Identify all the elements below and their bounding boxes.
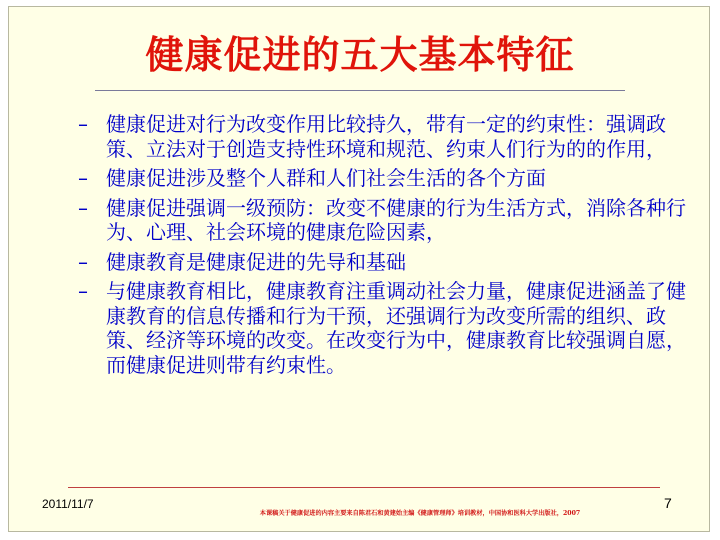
bullet-text: 健康教育是健康促进的先导和基础 (106, 249, 406, 274)
page-number: 7 (664, 495, 672, 511)
bullet-text: 健康促进对行为改变作用比较持久，带有一定的约束性：强调政策、立法对于创造支持性环境和规范、约束人们行为的的作用， (106, 112, 666, 161)
slide-date: 2011/11/7 (42, 497, 94, 511)
bullet-dash: – (78, 112, 88, 136)
bullet-text: 与健康教育相比，健康教育注重调动社会力量，健康促进涵盖了健康教育的信息传播和行为干预，还强调行为改变所需的组织、政策、经济等环境的改变。在改变行为中，健康教育比较强调自愿，而健康促进则带有约束性。 (106, 279, 686, 377)
bullet-dash: – (78, 279, 88, 303)
bullet-item (78, 279, 698, 377)
slide-title: 健康促进的五大基本特征 (145, 33, 575, 77)
bullet-text: 健康促进强调一级预防：改变不健康的行为生活方式，消除各种行为、心理、社会环境的健康危险因素， (106, 195, 686, 244)
bullet-item (78, 112, 698, 161)
bullet-item (78, 250, 698, 275)
footer-divider (68, 487, 660, 488)
source-note: 本课稿关于健康促进的内容主要来自陈君石和黄建始主编《健康管理师》培训教材，中国协和医科大学出版社，2007 (259, 510, 581, 517)
bullet-dash: – (78, 195, 88, 220)
bullet-item (78, 196, 698, 245)
bullet-item (78, 166, 698, 191)
bullet-text: 健康促进涉及整个人群和人们社会生活的各个方面 (106, 166, 546, 190)
title-divider (95, 90, 625, 91)
bullet-list (78, 112, 698, 382)
bullet-dash: – (78, 249, 88, 274)
bullet-dash: – (78, 166, 88, 190)
